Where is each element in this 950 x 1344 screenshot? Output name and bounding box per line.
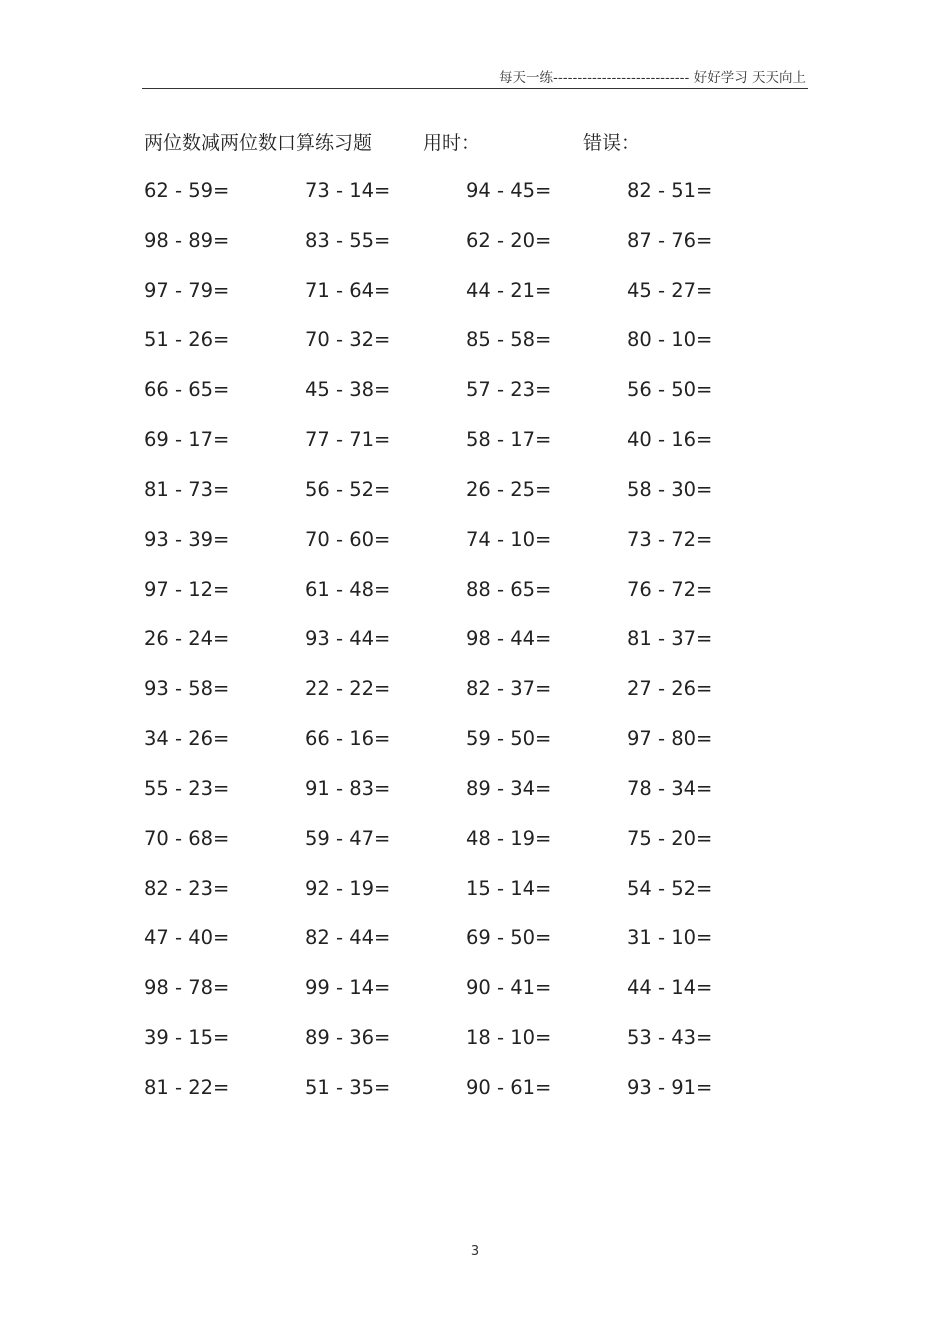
problem-item: 77 - 71=	[305, 428, 391, 452]
problem-item: 57 - 23=	[466, 378, 552, 402]
problem-item: 97 - 12=	[144, 577, 230, 601]
problem-item: 26 - 24=	[144, 627, 230, 651]
problem-item: 74 - 10=	[466, 527, 552, 551]
problem-item: 53 - 43=	[627, 1026, 713, 1050]
problem-item: 27 - 26=	[627, 677, 713, 701]
problem-item: 90 - 41=	[466, 976, 552, 1000]
problem-item: 82 - 44=	[305, 926, 391, 950]
problem-item: 62 - 20=	[466, 228, 552, 252]
header-text: 每天一练---------------------------- 好好学习 天天向上	[499, 70, 806, 86]
problem-item: 31 - 10=	[627, 926, 713, 950]
problem-item: 44 - 21=	[466, 278, 552, 302]
problem-item: 87 - 76=	[627, 228, 713, 252]
problem-item: 54 - 52=	[627, 876, 713, 900]
problem-item: 89 - 36=	[305, 1026, 391, 1050]
problem-item: 93 - 91=	[627, 1075, 713, 1099]
problem-item: 56 - 50=	[627, 378, 713, 402]
problem-item: 66 - 16=	[305, 727, 391, 751]
problem-item: 15 - 14=	[466, 876, 552, 900]
problem-item: 82 - 51=	[627, 179, 713, 202]
problem-item: 69 - 50=	[466, 926, 552, 950]
problem-item: 70 - 68=	[144, 826, 230, 850]
problem-item: 81 - 22=	[144, 1075, 230, 1099]
problem-item: 81 - 37=	[627, 627, 713, 651]
problem-item: 97 - 80=	[627, 727, 713, 751]
problem-grid	[144, 177, 804, 1124]
problem-item: 61 - 48=	[305, 577, 391, 601]
title-row	[0, 128, 950, 158]
problem-item: 76 - 72=	[627, 577, 713, 601]
problem-item: 73 - 14=	[305, 179, 391, 202]
page-header	[142, 62, 808, 89]
problem-item: 82 - 37=	[466, 677, 552, 701]
problem-item: 66 - 65=	[144, 378, 230, 402]
problem-item: 94 - 45=	[466, 179, 552, 202]
problem-item: 55 - 23=	[144, 776, 230, 800]
time-label: 用时：	[423, 132, 481, 154]
problem-item: 70 - 32=	[305, 328, 391, 352]
problem-item: 81 - 73=	[144, 477, 230, 501]
problem-item: 73 - 72=	[627, 527, 713, 551]
problem-item: 59 - 47=	[305, 826, 391, 850]
problem-item: 83 - 55=	[305, 228, 391, 252]
page-number: 3	[470, 1244, 480, 1259]
problem-item: 88 - 65=	[466, 577, 552, 601]
errors-label: 错误：	[583, 132, 641, 154]
problem-item: 44 - 14=	[627, 976, 713, 1000]
problem-item: 97 - 79=	[144, 278, 230, 302]
problem-item: 48 - 19=	[466, 826, 552, 850]
problem-item: 51 - 26=	[144, 328, 230, 352]
problem-item: 93 - 58=	[144, 677, 230, 701]
problem-item: 47 - 40=	[144, 926, 230, 950]
problem-item: 51 - 35=	[305, 1075, 391, 1099]
problem-item: 22 - 22=	[305, 677, 391, 701]
problem-item: 45 - 27=	[627, 278, 713, 302]
problem-item: 59 - 50=	[466, 727, 552, 751]
problem-item: 78 - 34=	[627, 776, 713, 800]
problem-item: 98 - 78=	[144, 976, 230, 1000]
problem-item: 93 - 39=	[144, 527, 230, 551]
problem-item: 80 - 10=	[627, 328, 713, 352]
problem-item: 39 - 15=	[144, 1026, 230, 1050]
problem-item: 99 - 14=	[305, 976, 391, 1000]
problem-item: 26 - 25=	[466, 477, 552, 501]
problem-item: 62 - 59=	[144, 179, 230, 202]
problem-item: 69 - 17=	[144, 428, 230, 452]
problem-item: 58 - 17=	[466, 428, 552, 452]
problem-item: 92 - 19=	[305, 876, 391, 900]
problem-item: 93 - 44=	[305, 627, 391, 651]
problem-item: 56 - 52=	[305, 477, 391, 501]
problem-item: 18 - 10=	[466, 1026, 552, 1050]
worksheet-title: 两位数减两位数口算练习题	[144, 132, 373, 154]
problem-item: 40 - 16=	[627, 428, 713, 452]
problem-item: 75 - 20=	[627, 826, 713, 850]
problem-item: 89 - 34=	[466, 776, 552, 800]
problem-item: 90 - 61=	[466, 1075, 552, 1099]
problem-item: 58 - 30=	[627, 477, 713, 501]
problem-item: 85 - 58=	[466, 328, 552, 352]
problem-item: 91 - 83=	[305, 776, 391, 800]
problem-item: 45 - 38=	[305, 378, 391, 402]
problem-item: 34 - 26=	[144, 727, 230, 751]
problem-item: 98 - 89=	[144, 228, 230, 252]
problem-item: 71 - 64=	[305, 278, 391, 302]
problem-item: 82 - 23=	[144, 876, 230, 900]
problem-item: 98 - 44=	[466, 627, 552, 651]
problem-item: 70 - 60=	[305, 527, 391, 551]
